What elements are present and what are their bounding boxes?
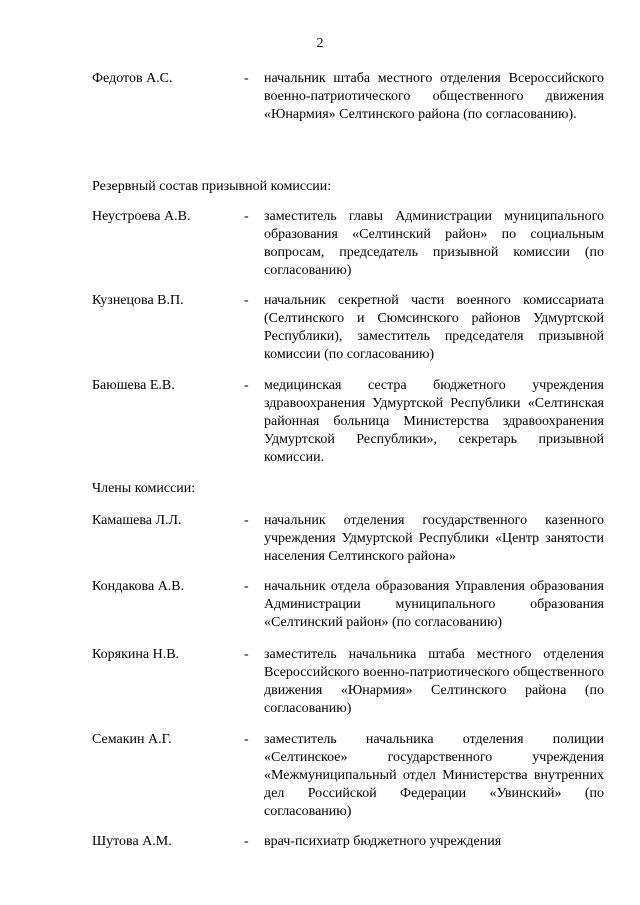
member-name: Корякина Н.В.	[92, 647, 180, 662]
member-description: начальник отделения государственного казенного учреждения Удмуртской Республики «Центр занятости населения Селтинского района»	[264, 513, 604, 564]
member-name: Баюшева Е.В.	[92, 378, 175, 393]
dash: -	[244, 378, 249, 393]
member-description: заместитель начальника штаба местного отделения Всероссийского военно-патриотического общественного движения «Юнармия» Селтинского района (по согласованию)	[264, 647, 604, 716]
member-description: врач-психиатр бюджетного учреждения	[264, 834, 502, 849]
member-description: заместитель начальника отделения полиции «Селтинское» государственного учреждения «Межмуниципальный отдел Министерства внутренних дел Российской Федерации «Увинский» (по согласованию)	[264, 732, 604, 819]
dash: -	[244, 579, 249, 594]
member-description: начальник штаба местного отделения Всероссийского военно-патриотического общественного движения «Юнармия» Селтинского района (по согласованию).	[264, 71, 604, 122]
dash: -	[244, 834, 249, 849]
member-name: Кузнецова В.П.	[92, 293, 184, 308]
section-heading-members: Члены комиссии:	[92, 481, 196, 496]
member-description: начальник секретной части военного комиссариата (Селтинского и Сюмсинского районов Удмуртской Республики), заместитель председателя призывной комиссии (по согласованию)	[264, 293, 604, 362]
dash: -	[244, 293, 249, 308]
member-name: Камашева Л.Л.	[92, 513, 182, 528]
dash: -	[244, 513, 249, 528]
member-description: начальник отдела образования Управления образования Администрации муниципального образования «Селтинский район» (по согласованию)	[264, 579, 604, 630]
member-name: Семакин А.Г.	[92, 732, 172, 747]
member-description: медицинская сестра бюджетного учреждения здравоохранения Удмуртской Республики «Селтинская районная больница Министерства здравоохранения Удмуртской Республики», секретарь призывной комиссии.	[264, 378, 604, 465]
member-name: Неустроева А.В.	[92, 209, 191, 224]
member-description: заместитель главы Администрации муниципального образования «Селтинский район» по социальным вопросам, председатель призывной комиссии (по согласованию)	[264, 209, 604, 278]
dash: -	[244, 209, 249, 224]
section-heading-reserve: Резервный состав призывной комиссии:	[92, 179, 332, 194]
member-name: Федотов А.С.	[92, 71, 173, 86]
page-number: 2	[316, 36, 324, 51]
dash: -	[244, 71, 249, 86]
dash: -	[244, 732, 249, 747]
member-name: Шутова А.М.	[92, 834, 172, 849]
dash: -	[244, 647, 249, 662]
member-name: Кондакова А.В.	[92, 579, 185, 594]
